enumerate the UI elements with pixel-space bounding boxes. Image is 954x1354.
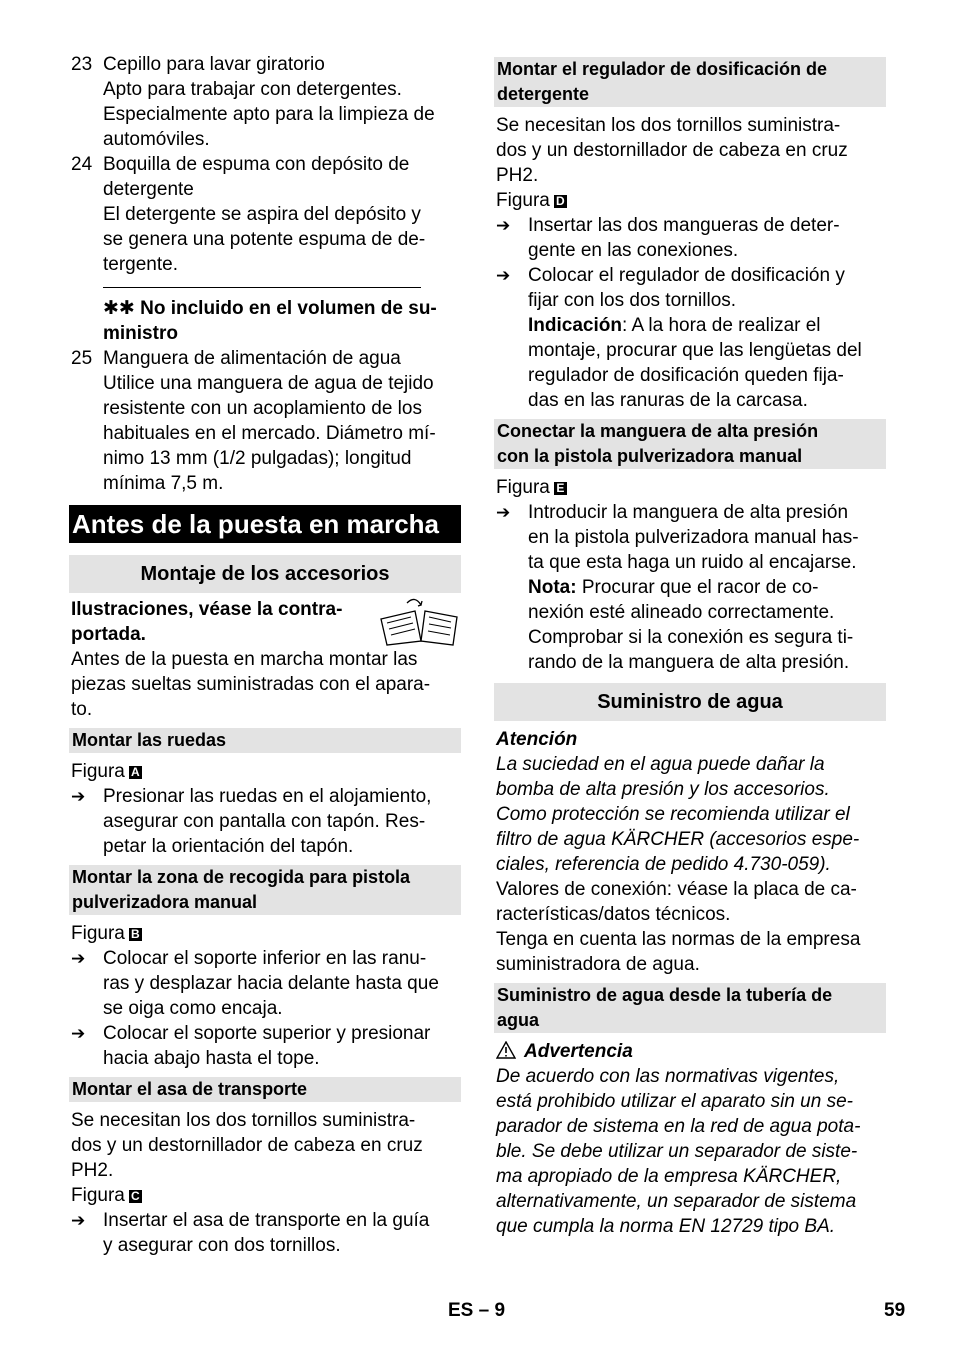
text-line: Comprobar si la conexión es segura ti- xyxy=(528,627,854,648)
text-line: ta que esta haga un ruido al encajarse. xyxy=(528,552,857,573)
arrow-right-icon: ➔ xyxy=(71,787,86,806)
text-line: y asegurar con dos tornillos. xyxy=(103,1235,341,1256)
text-line: Tenga en cuenta las normas de la empresa xyxy=(496,929,861,950)
text-line: Como protección se recomienda utilizar el xyxy=(496,804,850,825)
text-line: Apto para trabajar con detergentes. xyxy=(103,79,402,100)
text-line: ministro xyxy=(103,323,178,344)
figure-label: Figura xyxy=(71,1185,125,1206)
left-column xyxy=(71,52,459,1258)
figure-label: Figura xyxy=(496,477,550,498)
text-line: rando de la manguera de alta presión. xyxy=(528,652,850,673)
warning-block xyxy=(496,1039,884,1239)
figure-letter-badge: A xyxy=(129,766,142,779)
text-line: hacia abajo hasta el tope. xyxy=(103,1048,320,1069)
step xyxy=(71,946,459,1021)
note-text: : A la hora de realizar el xyxy=(621,315,821,336)
text-line: Colocar el soporte inferior en las ranu- xyxy=(103,948,427,969)
text-line: está prohibido utilizar el aparato sin un se- xyxy=(496,1091,853,1112)
figure-reference xyxy=(71,1183,459,1208)
asa-body xyxy=(71,1108,459,1183)
subsection-heading xyxy=(494,419,886,469)
text-line: resistente con un acoplamiento de los xyxy=(103,398,422,419)
text-line: dos y un destornillador de cabeza en cruz xyxy=(71,1135,423,1156)
text-line: Conectar la manguera de alta presión xyxy=(497,421,819,441)
figure-reference xyxy=(496,475,884,500)
text-line: Insertar el asa de transporte en la guía xyxy=(103,1210,430,1231)
text-line: PH2. xyxy=(71,1160,114,1181)
text-line: Suministro de agua desde la tubería de xyxy=(497,985,833,1005)
step xyxy=(496,500,884,675)
step xyxy=(71,1021,459,1071)
text-line: Se necesitan los dos tornillos suministra- xyxy=(496,115,841,136)
item-title: Boquilla de espuma con depósito de xyxy=(103,154,410,175)
text-line: automóviles. xyxy=(103,129,210,150)
text-line: tergente. xyxy=(103,254,178,275)
subsection-heading xyxy=(69,865,461,915)
note-label: Indicación xyxy=(528,315,622,336)
attention-label: Atención xyxy=(496,729,578,750)
text-line: PH2. xyxy=(496,165,539,186)
text-line: detergente xyxy=(497,84,590,104)
arrow-right-icon: ➔ xyxy=(496,266,511,285)
arrow-right-icon: ➔ xyxy=(496,216,511,235)
item-title: Manguera de alimentación de agua xyxy=(103,348,401,369)
text-line: Montar la zona de recogida para pistola xyxy=(72,867,411,887)
text-line: detergente xyxy=(103,179,194,200)
figure-label: Figura xyxy=(71,923,125,944)
open-book-icon xyxy=(377,597,459,647)
text-line: se genera una potente espuma de de- xyxy=(103,229,426,250)
arrow-right-icon: ➔ xyxy=(71,1024,86,1043)
text-line: alternativamente, un separador de sistema xyxy=(496,1191,857,1212)
text-line: Montar el regulador de dosificación de xyxy=(497,59,828,79)
text-line: Utilice una manguera de agua de tejido xyxy=(103,373,434,394)
text-line: to. xyxy=(71,699,93,720)
text-line: Colocar el regulador de dosificación y xyxy=(528,265,845,286)
note-text: Procurar que el racor de co- xyxy=(576,577,819,598)
right-column xyxy=(496,57,884,1239)
note-line xyxy=(528,313,884,338)
suministro-body xyxy=(496,877,884,977)
text-line: nimo 13 mm (1/2 pulgadas); longitud xyxy=(103,448,412,469)
step xyxy=(496,213,884,263)
illustrations-note xyxy=(71,597,459,722)
item-23-description xyxy=(71,77,459,152)
text-line: Colocar el soporte superior y presionar xyxy=(103,1023,431,1044)
page-number: 59 xyxy=(884,1300,906,1321)
item-25-description xyxy=(71,371,459,496)
text-line: ras y desplazar hacia delante hasta que xyxy=(103,973,439,994)
text-line: suministradora de agua. xyxy=(496,954,700,975)
figure-label: Figura xyxy=(496,190,550,211)
text-line: De acuerdo con las normativas vigentes, xyxy=(496,1066,840,1087)
item-number: 25 xyxy=(71,348,93,369)
text-line: racterísticas/datos técnicos. xyxy=(496,904,731,925)
text-line: ciales, referencia de pedido 4.730-059). xyxy=(496,854,831,875)
text-line: filtro de agua KÄRCHER (accesorios espe- xyxy=(496,829,860,850)
warning-label: Advertencia xyxy=(524,1041,633,1062)
text-line: Introducir la manguera de alta presión xyxy=(528,502,849,523)
text-line: Valores de conexión: véase la placa de ca- xyxy=(496,879,857,900)
text-line: dos y un destornillador de cabeza en cruz xyxy=(496,140,848,161)
text-line: pulverizadora manual xyxy=(72,892,258,912)
text-line: La suciedad en el agua puede dañar la xyxy=(496,754,825,775)
note-label: Nota: xyxy=(528,577,577,598)
text-line: nexión esté alineado correctamente. xyxy=(528,602,835,623)
text-line: petar la orientación del tapón. xyxy=(103,836,354,857)
regulador-body xyxy=(496,113,884,188)
text-line: Insertar las dos mangueras de deter- xyxy=(528,215,840,236)
subsection-heading: Montaje de los accesorios xyxy=(69,555,461,593)
text-line: agua xyxy=(497,1010,540,1030)
text-line: en la pistola pulverizadora manual has- xyxy=(528,527,859,548)
item-24-description xyxy=(71,177,459,277)
arrow-right-icon: ➔ xyxy=(496,503,511,522)
text-line: ble. Se debe utilizar un separador de siste- xyxy=(496,1141,858,1162)
text-line: fijar con los dos tornillos. xyxy=(528,290,737,311)
note-line xyxy=(528,575,884,600)
subsection-heading xyxy=(494,57,886,107)
subsection-heading: Montar el asa de transporte xyxy=(69,1077,461,1102)
text-line: das en las ranuras de la carcasa. xyxy=(528,390,808,411)
list-item-23 xyxy=(71,52,459,77)
figure-letter-badge: B xyxy=(129,928,142,941)
subsection-heading xyxy=(494,983,886,1033)
item-number: 24 xyxy=(71,154,93,175)
arrow-right-icon: ➔ xyxy=(71,1211,86,1230)
figure-reference xyxy=(71,921,459,946)
step xyxy=(496,263,884,413)
list-item-25 xyxy=(71,346,459,371)
figure-reference xyxy=(71,759,459,784)
text-line: asegurar con pantalla con tapón. Res- xyxy=(103,811,426,832)
text-line: se oiga como encaja. xyxy=(103,998,283,1019)
text-line: regulador de dosificación queden fija- xyxy=(528,365,844,386)
subsection-heading: Suministro de agua xyxy=(494,683,886,721)
item-title: Cepillo para lavar giratorio xyxy=(103,54,325,75)
text-line: parador de sistema en la red de agua pota- xyxy=(496,1116,861,1137)
footer-section-label: ES – 9 xyxy=(448,1300,506,1321)
item-number: 23 xyxy=(71,54,93,75)
text-line: ma apropiado de la empresa KÄRCHER, xyxy=(496,1166,842,1187)
text-line: mínima 7,5 m. xyxy=(103,473,224,494)
figure-label: Figura xyxy=(71,761,125,782)
divider xyxy=(103,287,421,288)
list-item-24 xyxy=(71,152,459,177)
section-heading: Antes de la puesta en marcha xyxy=(69,505,461,543)
step xyxy=(71,1208,459,1258)
text-line: El detergente se aspira del depósito y xyxy=(103,204,421,225)
text-line: Presionar las ruedas en el alojamiento, xyxy=(103,786,432,807)
not-included-note xyxy=(71,296,459,346)
text-line: gente en las conexiones. xyxy=(528,240,739,261)
text-line: Antes de la puesta en marcha montar las xyxy=(71,649,418,670)
text-line: Se necesitan los dos tornillos suministra- xyxy=(71,1110,416,1131)
warning-triangle-icon xyxy=(496,1041,516,1059)
figure-letter-badge: E xyxy=(554,482,567,495)
text-line: Ilustraciones, véase la contra- xyxy=(71,599,343,620)
text-line: con la pistola pulverizadora manual xyxy=(497,446,803,466)
text-line: habituales en el mercado. Diámetro mí- xyxy=(103,423,436,444)
text-line: montaje, procurar que las lengüetas del xyxy=(528,340,862,361)
figure-reference xyxy=(496,188,884,213)
text-line: piezas sueltas suministradas con el apara- xyxy=(71,674,431,695)
text-line: portada. xyxy=(71,624,146,645)
figure-letter-badge: D xyxy=(554,195,567,208)
step xyxy=(71,784,459,859)
figure-letter-badge: C xyxy=(129,1190,142,1203)
text-line: bomba de alta presión y los accesorios. xyxy=(496,779,830,800)
attention-block xyxy=(496,727,884,877)
text-line: Especialmente apto para la limpieza de xyxy=(103,104,435,125)
arrow-right-icon: ➔ xyxy=(71,949,86,968)
text-line: ✱✱ No incluido en el volumen de su- xyxy=(103,298,437,319)
warning-heading xyxy=(496,1039,884,1064)
subsection-heading: Montar las ruedas xyxy=(69,728,461,753)
text-line: que cumpla la norma EN 12729 tipo BA. xyxy=(496,1216,836,1237)
